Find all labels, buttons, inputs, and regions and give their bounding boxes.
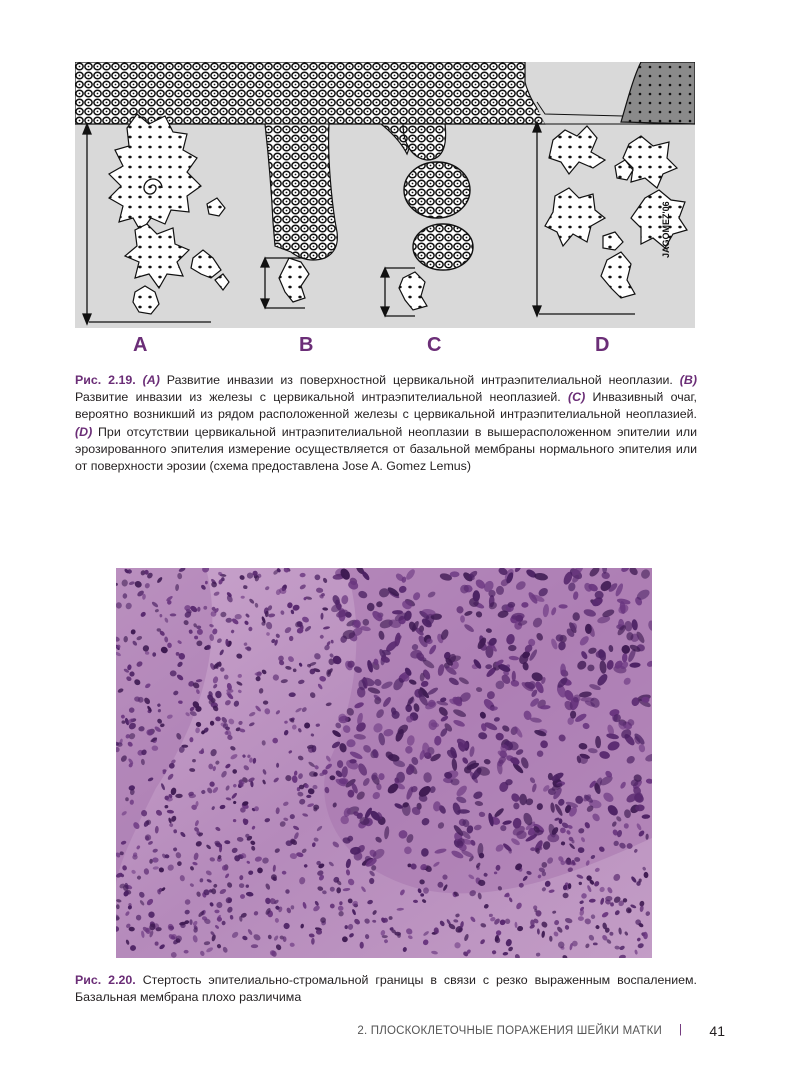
cell-nucleus xyxy=(247,573,253,579)
invasive-foci-a xyxy=(109,114,229,314)
caption-text-b: Развитие инвазии из железы с цервикальной интраэпителиальной неоплазией. xyxy=(75,390,568,405)
panel-label-a: A xyxy=(133,334,148,356)
figure-2-20-caption xyxy=(75,972,697,1006)
cell-nucleus xyxy=(473,590,480,601)
caption-label-c: (C) xyxy=(568,390,586,405)
invasive-bud-b xyxy=(279,258,309,302)
caption-label-b: (B) xyxy=(679,373,697,387)
caption-label-a: (A) xyxy=(142,373,160,387)
nest-c-1 xyxy=(404,162,470,218)
caption-text-a: Развитие инвазии из поверхностной цервикальной интраэпителиальной неоплазии. xyxy=(159,373,680,387)
cell-nucleus xyxy=(530,847,535,851)
panel-label-c: C xyxy=(427,334,442,356)
figure-2-20-micrograph xyxy=(116,568,652,958)
cell-nucleus xyxy=(508,602,516,608)
caption-text-d: При отсутствии цервикальной интраэпителиальной неоплазии в вышерасположенном эпителии или эрозированного эпителия измерение осуществляется от базальной мембраны нормального эпителия или от поверхности эрозии (схема предоставлена Jose A. Gomez Lemus) xyxy=(75,424,697,474)
caption-label-d: (D) xyxy=(75,424,93,439)
panel-label-d: D xyxy=(595,334,610,356)
cell-nucleus xyxy=(578,916,584,921)
gland-c xyxy=(403,124,446,160)
caption-text-2: Стертость эпителиально-стромальной границы в связи с резко выраженным воспалением. Базальная мембрана плохо различима xyxy=(75,973,698,1005)
cell-nucleus xyxy=(291,905,295,909)
panel-label-b: B xyxy=(299,334,314,356)
page-footer xyxy=(75,1024,725,1042)
figure-2-19-caption xyxy=(75,372,697,475)
panel-labels xyxy=(75,334,695,360)
invasive-bud-c xyxy=(399,272,427,310)
figure-number: Рис. 2.19. xyxy=(75,373,136,387)
cell-nucleus xyxy=(152,857,158,862)
cell-nucleus xyxy=(170,613,177,616)
figure-number-2: Рис. 2.20. xyxy=(75,973,136,987)
cell-nucleus xyxy=(512,671,516,682)
artist-signature: JAGOMEZ'06 xyxy=(661,201,671,258)
cell-nucleus xyxy=(146,729,153,735)
page-number: 41 xyxy=(709,1023,725,1039)
cell-nucleus xyxy=(360,942,364,949)
footer-separator: | xyxy=(679,1024,682,1036)
normal-epithelium-d xyxy=(621,62,695,124)
figure-2-19-diagram xyxy=(75,62,695,328)
running-head: 2. ПЛОСКОКЛЕТОЧНЫЕ ПОРАЖЕНИЯ ШЕЙКИ МАТКИ xyxy=(357,1025,662,1037)
nest-c-2 xyxy=(413,224,473,270)
caption-text-c: Инвазивный очаг, вероятно возникший из рядом расположенной железы с цервикальной интраэпителиальной неоплазией. xyxy=(75,390,697,422)
cell-nucleus xyxy=(330,775,336,780)
